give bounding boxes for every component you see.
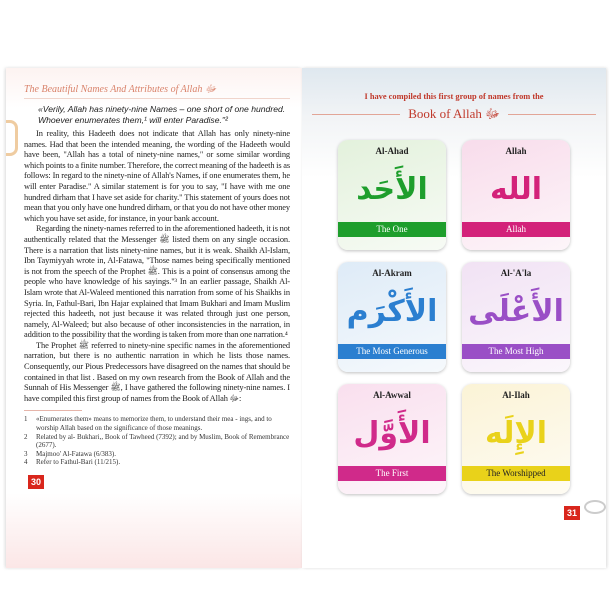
card-arabic-calligraphy: الأَحَد [356, 172, 428, 207]
section-title: Book of Allah ﷻ [408, 106, 500, 121]
right-page [302, 68, 606, 568]
card-meaning: The One [338, 222, 446, 237]
footnote-text: Refer to Fathul-Bari (11/215). [36, 458, 121, 467]
footnote-text: Majmoo' Al-Fatawa (6/383). [36, 449, 116, 458]
running-head: The Beautiful Names And Attributes of Allah ﷻ [24, 84, 290, 99]
card-transliteration: Al-Ahad [375, 146, 409, 156]
footnote-divider [24, 410, 82, 411]
name-card [462, 140, 570, 250]
name-card [338, 384, 446, 494]
left-page-column [24, 84, 290, 489]
card-meaning: Allah [462, 222, 570, 237]
footnote [24, 415, 290, 432]
card-transliteration: Allah [505, 146, 527, 156]
card-arabic-calligraphy: الأَعْلَى [468, 294, 564, 329]
card-meaning: The Most High [462, 344, 570, 359]
footnote [24, 458, 290, 467]
body-text [24, 129, 290, 404]
card-transliteration: Al-Akram [372, 268, 412, 278]
card-arabic-calligraphy: الأَكْرَم [346, 294, 438, 329]
card-meaning: The Worshipped [462, 466, 570, 481]
card-arabic-calligraphy: الله [490, 172, 542, 207]
card-transliteration: Al-Awwal [373, 390, 411, 400]
paragraph: In reality, this Hadeeth does not indicate that Allah has only ninety-nine names. Had that been the intended meaning, the wording of the Hadeeth would have been, "Allah has a total of ninety-nine names," or some similar wording which points to a finite number. Therefore, the correct meaning of the hadeeth is as follows: In regard to the ninety-nine of Allah's Names, if one enumerates them, he will enter Paradise." A similar statement is for you to say, "I have with me one hundred dirham that I have set aside for charity." This statement of yours does not mean that you only have one hundred dirham, or that you do not have other money which you have set aside, for instance, in your bank account. [24, 129, 290, 223]
ornament-icon [6, 120, 18, 156]
card-meaning: The First [338, 466, 446, 481]
page-number: 30 [28, 475, 44, 489]
name-card [462, 262, 570, 372]
card-meaning: The Most Generous [338, 344, 446, 359]
hadeeth-quote: «Verily, Allah has ninety-nine Names – one short of one hundred. Whoever enumerates them,¹ will enter Paradise."² [38, 104, 286, 125]
footnote-number: 3 [24, 449, 28, 458]
name-card [338, 262, 446, 372]
left-page [6, 68, 302, 568]
card-transliteration: Al-'A'la [500, 268, 532, 278]
card-arabic-calligraphy: الأَوَّل [353, 416, 431, 451]
card-transliteration: Al-Ilah [502, 390, 530, 400]
footnote [24, 433, 290, 450]
footnote-number: 4 [24, 458, 28, 467]
footnote-text: Related by al- Bukhari,, Book of Tawheed (7392); and by Muslim, Book of Remembrance (2677). [36, 432, 290, 450]
footnote [24, 450, 290, 459]
footnotes [24, 415, 290, 467]
title-rule [508, 114, 596, 115]
footnote-text: «Enumerates them» means to memorize them, to understand their mea - ings, and to worship Allah based on the significance of those meanings. [36, 415, 272, 433]
card-arabic-calligraphy: الإِلَه [484, 416, 548, 451]
page-number: 31 [564, 506, 580, 520]
intro-text: I have compiled this first group of names from the [364, 92, 544, 101]
name-card [462, 384, 570, 494]
footnote-number: 1 [24, 415, 28, 424]
title-rule [312, 114, 400, 115]
paragraph: The Prophet ﷺ referred to ninety-nine specific names in the aforementioned narration, but there is no authentic narration in which he lists those names. Consequently, our Pious Predecessors have disagreed on the names that should be contained in that list . Based on my own research from the Book of Allah and the Sunnah of His Messenger ﷺ, I have gathered the following ninety-nine names. I have compiled this first group of names from the Book of Allah ﷻ: [24, 340, 290, 403]
name-card [338, 140, 446, 250]
footnote-number: 2 [24, 432, 28, 441]
section-title-row [312, 106, 596, 122]
paragraph: Regarding the ninety-names referred to in the aforementioned hadeeth, it is not authentically related that the Messenger ﷺ listed them on any single occasion. There is a narration that lists ninety-nine names, but it is weak. Shaikh Al-Islam, Ibn Taymiyyah wrote in, Al-Fatawa, "Those names being specifically mentioned is not from the speech of the Prophet ﷺ. This is a point of consensus among the people who have knowledge of his sayings."³ In an earlier passage, Shaikh Al-Islam wrote that Al-Waleed mentioned this narration from some of his Shaikhs in Syria. In, Fathul-Bari, Ibn Hajar explained that Imam Bukhari and Imam Muslim rejected this hadeeth, not just because it was related through just one person, namely, Al-Waleed; but also because of other inconsistencies in the narration, in addition to the possibility that the wording is taken from more than one narration.⁴ [24, 224, 290, 340]
decorative-circles-icon [584, 500, 606, 514]
